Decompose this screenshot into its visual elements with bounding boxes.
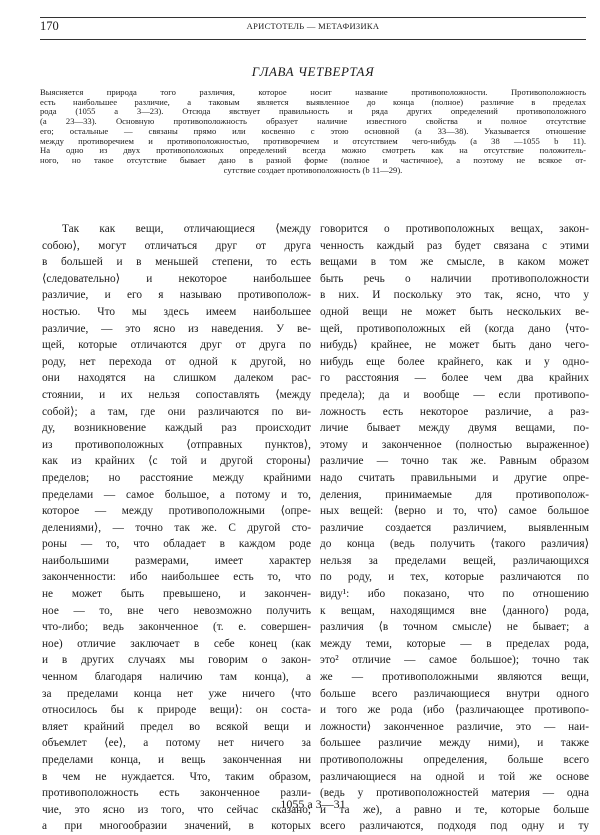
text-line: больше всего различающиеся внутри одного bbox=[320, 687, 589, 700]
page-number: 170 bbox=[40, 19, 59, 33]
text-line: щей, которые отличаются друг от друга по bbox=[42, 339, 311, 352]
text-line: различие — точно так же. Равным образом bbox=[320, 455, 589, 468]
text-line: вляет крайний предел во всякой вещи и bbox=[42, 720, 311, 733]
text-line: между теми, которые — в пределах рода, bbox=[320, 637, 589, 650]
text-line: они находятся на слишком далеком рас- bbox=[42, 372, 311, 385]
chapter-title: ГЛАВА ЧЕТВЕРТАЯ bbox=[251, 64, 375, 79]
text-line: не может быть превышено, и закончен- bbox=[42, 588, 311, 601]
text-line: нельзя за пределами вещей, различающихся bbox=[320, 554, 589, 567]
text-line: стоянии, и их нельзя сопоставлять ⟨между bbox=[42, 388, 311, 401]
text-line: есть наибольшее различие, а таковым является выявленное до конца (полное) различие в пределах bbox=[40, 96, 586, 107]
text-line: ных вещей: ⟨верно и то, что⟩ самое большое bbox=[320, 505, 589, 518]
text-line: за пределами конца нет уже ничего ⟨что bbox=[42, 687, 311, 700]
text-line: собою⟩, могут отличаться друг от друга bbox=[42, 239, 311, 252]
text-line: и та же), а равно и те, которые больше bbox=[320, 803, 589, 816]
text-line: законченности: ибо наибольшее есть то, что bbox=[42, 571, 311, 584]
text-line: виду¹: ибо показано, что по отношению bbox=[320, 588, 589, 601]
text-line: что-либо; ведь законченное (т. е. совершен- bbox=[42, 621, 311, 634]
text-line: пределов; но расстояние между крайними bbox=[42, 471, 311, 484]
text-line: надо считать правильными и другие опре- bbox=[320, 471, 589, 484]
text-line: пределами конца, и вещь законченная ни bbox=[42, 754, 311, 766]
text-line: ное — то, вне чего невозможно получить bbox=[42, 604, 311, 617]
text-line: различие создается различием, выявленным bbox=[320, 521, 589, 534]
text-line: в большей и в меньшей степени, то есть bbox=[42, 256, 311, 269]
text-line: Так как вещи, отличающиеся ⟨между bbox=[62, 223, 311, 235]
text-line: деления, принимаемые для противополож- bbox=[320, 488, 589, 501]
text-line: одной вещи не может быть нескольких ве- bbox=[320, 305, 589, 318]
text-line: сутствие создает противоположность (b 11—29). bbox=[223, 164, 403, 175]
text-line: роду, нет перехода от одной к другой, но bbox=[42, 355, 311, 368]
text-line: различие, — это ясно из наведения. У ве- bbox=[42, 322, 311, 335]
text-line: противоположны определения, больше всего bbox=[320, 754, 589, 766]
text-line: щей, противоположных ей (когда дано ⟨что- bbox=[320, 322, 589, 335]
chapter-summary bbox=[40, 88, 586, 175]
text-line: ного, но такое отсутствие бывает дано в разной форме (полное и частичное), а поэтому не всякое от- bbox=[40, 154, 586, 165]
text-line: а при многообразии значений, в которых bbox=[42, 820, 311, 833]
text-line: это² отличие — самое большое); точно так bbox=[320, 654, 589, 667]
text-line: в них. И поскольку это так, ясно, что у bbox=[320, 289, 589, 302]
text-line: пределами — самое большое, а потому и то, bbox=[42, 488, 311, 501]
text-line: в чем не нуждается. Что, таким образом, bbox=[42, 770, 311, 783]
text-line: и того же рода (ибо ⟨различающее противопо- bbox=[320, 704, 589, 717]
text-line: и в других случаях мы говорим о закон- bbox=[42, 654, 311, 667]
text-line: из противоположных ⟨отправных пунктов⟩, bbox=[42, 438, 311, 451]
text-line: большее различие между ними), и также bbox=[320, 737, 589, 750]
text-line: (a 23—33). Основную противоположность образует наличие известного свойства и полное отсутствие bbox=[40, 116, 586, 127]
text-line: ченность каждый раз будет связана с этими bbox=[320, 239, 589, 252]
text-line: го расстояния — более чем два крайних bbox=[320, 372, 589, 385]
header-bottom-rule bbox=[40, 39, 586, 40]
text-line: ностью. Что мы здесь имеем наибольшее bbox=[42, 305, 311, 318]
text-line: же — противоположными являются вещи, bbox=[320, 671, 589, 684]
bekker-reference: 1055 a 3—31 bbox=[280, 797, 346, 811]
text-line: ложности⟩ законченное различие, это — наи- bbox=[320, 720, 589, 733]
text-line: На одно из двух противоположных определений всегда можно смотреть как на отсутствие положитель- bbox=[40, 145, 586, 156]
text-line: ду, возникновение каждый раз происходит bbox=[42, 422, 311, 435]
text-line: ложность есть некоторое различие, а раз- bbox=[320, 405, 589, 418]
text-line: вещами в том же смысле, в каком может bbox=[320, 256, 589, 269]
text-line: ⟨следовательно⟩ и некоторое наибольшее bbox=[42, 272, 311, 285]
text-line: (ведь у противоположностей материя — одна bbox=[320, 787, 589, 800]
running-head: АРИСТОТЕЛЬ — МЕТАФИЗИКА bbox=[246, 21, 380, 31]
text-line: предела); да и вообще — если противопо- bbox=[320, 388, 589, 401]
text-line: наибольшими размерами, имеет характер bbox=[42, 554, 311, 567]
text-line: нибудь еще более крайнего, как и у одно- bbox=[320, 355, 589, 368]
text-line: противоположность есть законченное разли- bbox=[42, 787, 311, 800]
right-column bbox=[320, 221, 589, 835]
text-line: различие, и его я называю противополож- bbox=[42, 289, 311, 302]
text-line: объемлет ⟨ее⟩, а потому нет ничего за bbox=[42, 737, 311, 750]
text-line: между противоречием и противоположностью, противоречием и отсутствием чего-нибудь (a 38 —1055 b 11). bbox=[40, 135, 586, 146]
text-line: всего различаются, подходя под одну и ту bbox=[320, 820, 589, 833]
text-line: рода (1055 a 3—23). Отсюда явствует правильность и ряда других определений противоположного bbox=[40, 106, 586, 117]
text-line: ченном благодаря наличию там конца), а bbox=[42, 671, 311, 684]
text-line: ное) отличие заключает в себе конец (как bbox=[42, 637, 311, 650]
text-line: по роду, и тех, которые различаются по bbox=[320, 571, 589, 584]
text-line: различия ⟨в точном смысле⟩ не бывает; а bbox=[320, 621, 589, 634]
header-top-rule bbox=[40, 17, 586, 18]
left-column bbox=[42, 221, 311, 835]
text-line: различающиеся на одной и той же основе bbox=[320, 770, 589, 783]
text-line: относилось бы к природе вещи⟩: он соста- bbox=[42, 704, 311, 717]
text-line: личие бывает между двумя вещами, по- bbox=[320, 422, 589, 435]
text-line: нибудь⟩ крайнее, не может быть дано чего- bbox=[320, 339, 589, 352]
text-line: как из крайних ⟨с той и другой стороны⟩ bbox=[42, 455, 311, 468]
text-line: до конца (ведь получить ⟨такого различия⟩ bbox=[320, 538, 589, 551]
text-line: делениями⟩, — точно так же. С другой сто- bbox=[42, 521, 311, 534]
text-line: роны — то, что обладает в каждом роде bbox=[42, 538, 311, 551]
text-line: Выясняется природа того различия, которое носит название противоположности. Противоположность bbox=[40, 87, 586, 97]
text-line: этому и законченное (полностью выраженное) bbox=[320, 438, 589, 451]
text-line: говорится о противоположных вещах, закон- bbox=[320, 223, 589, 235]
text-line: которое — между противоположными ⟨опре- bbox=[42, 505, 311, 518]
text-line: собой⟩; а там, где они различаются по ви- bbox=[42, 405, 311, 418]
text-line: к вещам, находящимся вне ⟨данного⟩ рода, bbox=[320, 604, 589, 617]
text-line: чие, это ясно из того, что сейчас сказано; bbox=[42, 803, 311, 816]
text-line: быть речь о наличии противоположности bbox=[320, 272, 589, 285]
text-line: его; остальные — связаны прямо или косвенно с этою основной (a 33—38). Указывается отношение bbox=[40, 125, 586, 136]
